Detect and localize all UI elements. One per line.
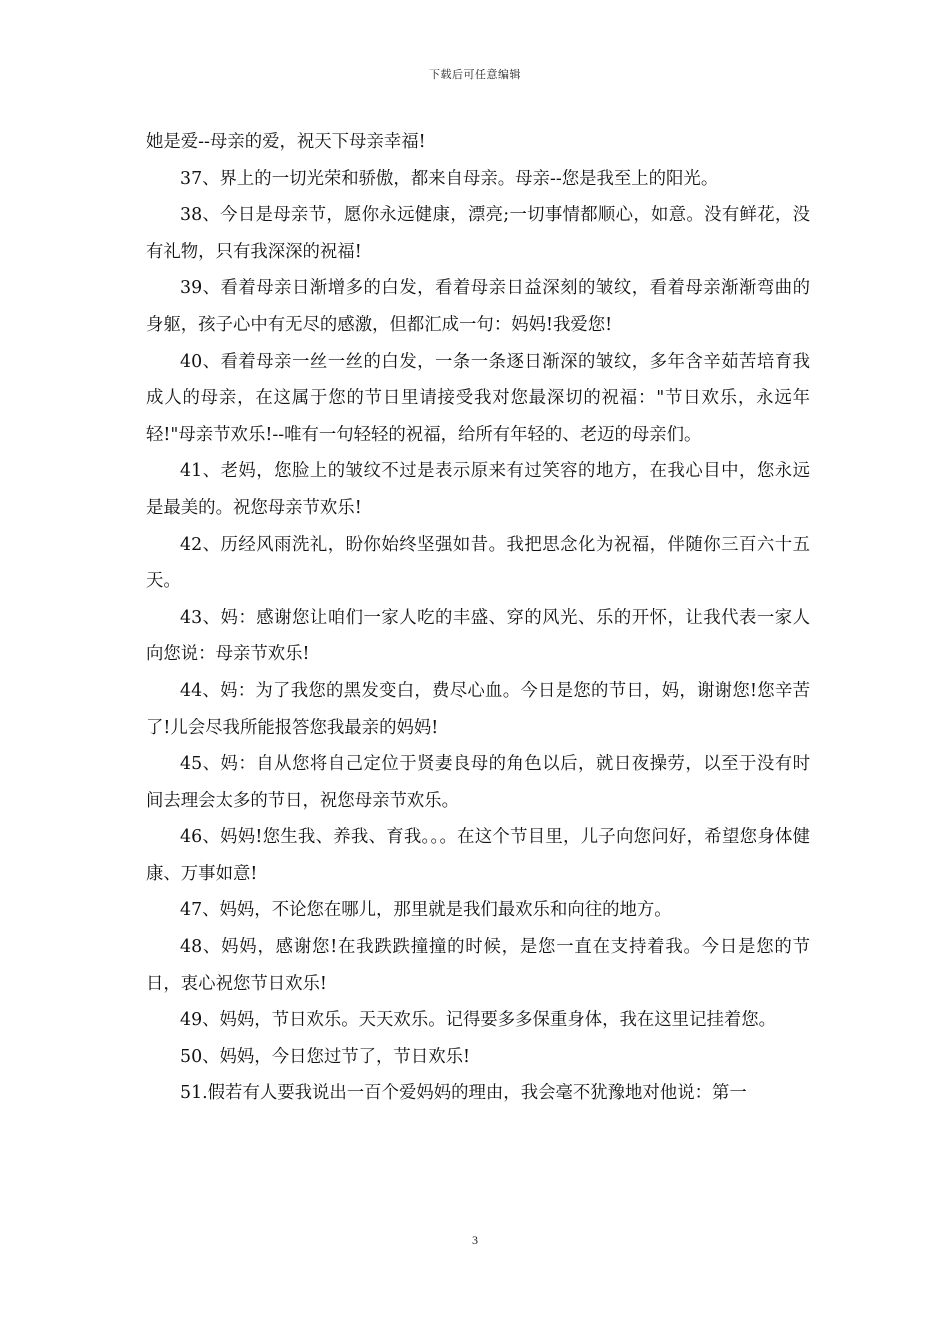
paragraph: 43、妈：感谢您让咱们一家人吃的丰盛、穿的风光、乐的开怀，让我代表一家人向您说：母亲节欢乐!	[146, 607, 810, 665]
paragraph: 50、妈妈，今日您过节了，节日欢乐!	[180, 1046, 470, 1067]
paragraph: 41、老妈，您脸上的皱纹不过是表示原来有过笑容的地方，在我心目中，您永远是最美的。祝您母亲节欢乐!	[146, 461, 810, 518]
paragraph: 46、妈妈!您生我、养我、育我。。。在这个节目里，儿子向您问好，希望您身体健康、万事如意!	[146, 827, 810, 884]
body-text	[146, 124, 810, 1112]
paragraph: 44、妈：为了我您的黑发变白，费尽心血。今日是您的节日，妈，谢谢您!您辛苦了!儿会尽我所能报答您我最亲的妈妈!	[146, 680, 810, 738]
paragraph: 38、今日是母亲节，愿你永远健康，漂亮;一切事情都顺心，如意。没有鲜花，没有礼物，只有我深深的祝福!	[146, 205, 810, 262]
paragraph: 42、历经风雨洗礼，盼你始终坚强如昔。我把思念化为祝福，伴随你三百六十五天。	[146, 534, 810, 592]
paragraph: 47、妈妈，不论您在哪儿，那里就是我们最欢乐和向往的地方。	[180, 900, 672, 921]
paragraph: 49、妈妈，节日欢乐。天天欢乐。记得要多多保重身体，我在这里记挂着您。	[180, 1010, 777, 1031]
paragraph: 40、看着母亲一丝一丝的白发，一条一条逐日渐深的皱纹，多年含辛茹苦培育我成人的母亲，在这属于您的节日里请接受我对您最深切的祝福："节日欢乐，永远年轻!"母亲节欢乐!--唯有一句轻轻的祝福，给所有年轻的、老迈的母亲们。	[146, 351, 810, 445]
paragraph: 51.假若有人要我说出一百个爱妈妈的理由，我会毫不犹豫地对他说：第一	[180, 1083, 747, 1104]
paragraph: 48、妈妈，感谢您!在我跌跌撞撞的时候，是您一直在支持着我。今日是您的节日，衷心祝您节日欢乐!	[146, 937, 810, 994]
paragraph: 她是爱--母亲的爱，祝天下母亲幸福!	[146, 132, 426, 152]
paragraph: 39、看着母亲日渐增多的白发，看着母亲日益深刻的皱纹，看着母亲渐渐弯曲的身躯，孩子心中有无尽的感激，但都汇成一句：妈妈!我爱您!	[146, 278, 810, 335]
page-number: 3	[472, 1233, 478, 1247]
paragraph: 45、妈：自从您将自己定位于贤妻良母的角色以后，就日夜操劳，以至于没有时间去理会太多的节日，祝您母亲节欢乐。	[146, 754, 810, 811]
paragraph: 37、界上的一切光荣和骄傲，都来自母亲。母亲--您是我至上的阳光。	[180, 168, 719, 189]
page-header: 下载后可任意编辑	[429, 68, 521, 81]
